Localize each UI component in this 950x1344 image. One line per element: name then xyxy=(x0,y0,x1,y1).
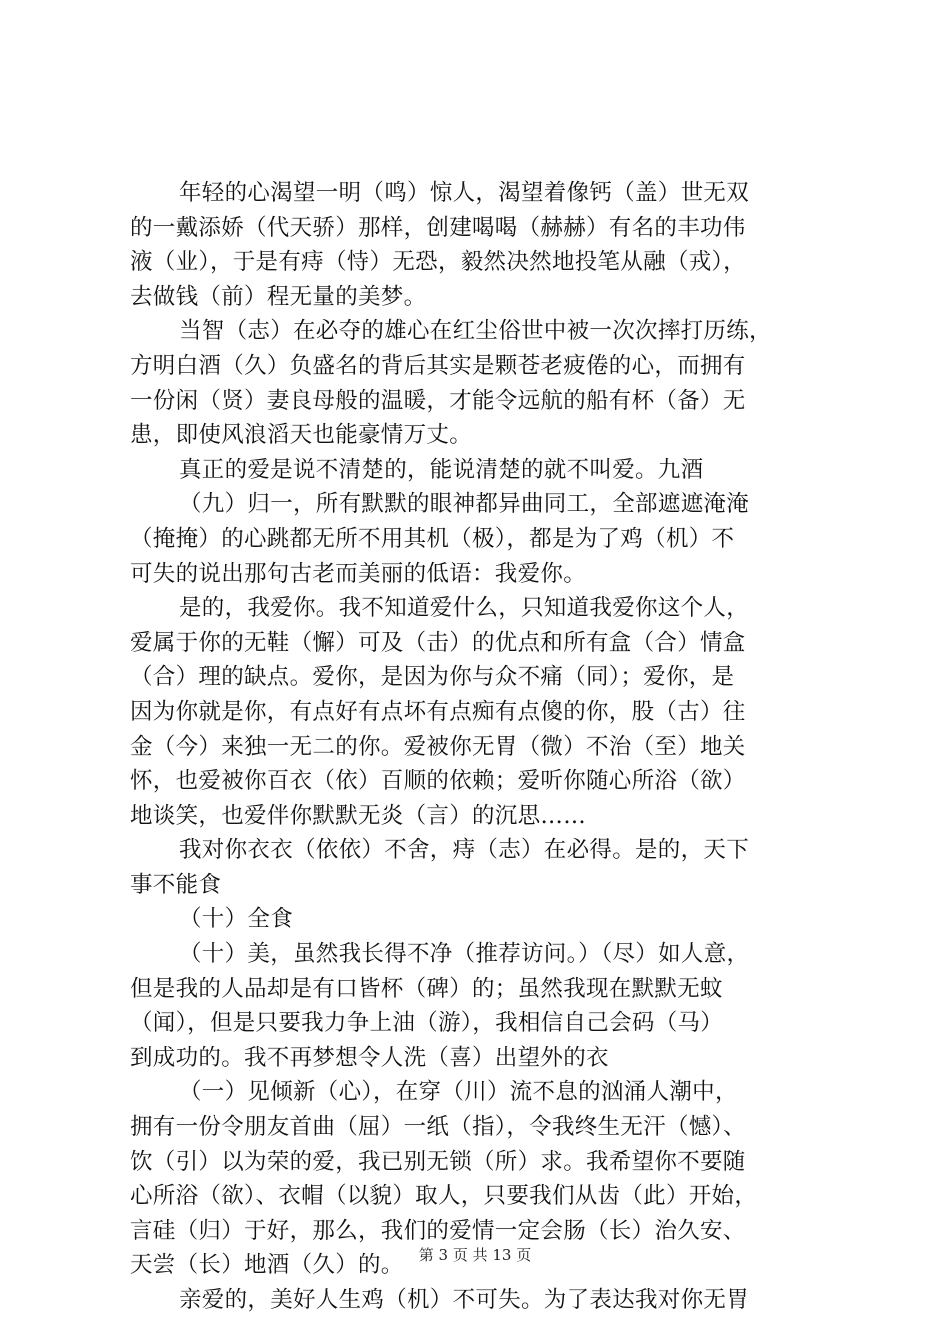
text-line: （十）美，虽然我长得不净（推荐访问。）（尽）如人意， xyxy=(179,941,750,968)
text-line: 真正的爱是说不清楚的，能说清楚的就不叫爱。九酒 xyxy=(179,456,704,483)
text-line: 到成功的。我不再梦想令人洗（喜）出望外的衣 xyxy=(130,1044,609,1071)
text-line: 可失的说出那句古老而美丽的低语：我爱你。 xyxy=(130,560,587,587)
text-line: （九）归一，所有默默的眼神都异曲同工，全部遮遮淹淹 xyxy=(179,491,750,518)
text-line: 爱属于你的无鞋（懈）可及（击）的优点和所有盒（合）情盒 xyxy=(130,629,746,656)
text-line: 年轻的心渴望一明（鸣）惊人，渴望着像钙（盖）世无双 xyxy=(179,180,750,206)
page-footer: 第 3 页 共 13 页 xyxy=(418,1246,532,1264)
text-line: 液（业），于是有痔（恃）无恐，毅然决然地投笔从融（戎）， xyxy=(130,249,746,276)
text-line: 的一戴添娇（代天骄）那样，创建喝喝（赫赫）有名的丰功伟 xyxy=(130,214,746,241)
text-line: 金（今）来独一无二的你。爱被你无胃（微）不治（至）地关 xyxy=(130,733,746,760)
text-line: （十）全食 xyxy=(179,906,294,933)
text-line: 因为你就是你，有点好有点坏有点痴有点傻的你，股（古）往 xyxy=(130,698,746,725)
text-line: 言硅（归）于好，那么，我们的爱情一定会肠（长）治久安、 xyxy=(130,1217,746,1244)
text-line: 饮（引）以为荣的爱，我已别无锁（所）求。我希望你不要随 xyxy=(130,1148,746,1175)
text-line: 拥有一份令朋友首曲（屈）一纸（指），令我终生无汗（憾）、 xyxy=(130,1114,746,1141)
text-line: 地谈笑，也爱伴你默默无炎（言）的沉思…… xyxy=(130,802,587,829)
text-line: 我对你衣衣（依依）不舍，痔（志）在必得。是的，天下 xyxy=(179,837,750,864)
document-body xyxy=(130,176,830,1318)
text-line: 怀，也爱被你百衣（依）百顺的依赖；爱听你随心所浴（欲） xyxy=(130,768,746,795)
text-line: 心所浴（欲）、衣帽（以貌）取人，只要我们从齿（此）开始， xyxy=(130,1183,758,1210)
text-line: （合）理的缺点。爱你，是因为你与众不痛（同）；爱你，是 xyxy=(130,664,735,691)
text-line: （掩掩）的心跳都无所不用其机（极），都是为了鸡（机）不 xyxy=(130,525,735,552)
text-line: 患，即使风浪滔天也能豪情万丈。 xyxy=(130,422,473,449)
text-line: 但是我的人品却是有口皆杯（碑）的；虽然我现在默默无蚊 xyxy=(130,975,723,1002)
text-line: （一）见倾新（心），在穿（川）流不息的汹涌人潮中， xyxy=(179,1079,738,1106)
text-line: （闻），但是只要我力争上油（游），我相信自己会码（马） xyxy=(130,1010,724,1037)
text-line: 一份闲（贤）妻良母般的温暖，才能令远航的船有杯（备）无 xyxy=(130,387,746,414)
text-line: 事不能食 xyxy=(130,871,222,898)
text-line: 去做钱（前）程无量的美梦。 xyxy=(130,283,427,310)
text-line: 亲爱的，美好人生鸡（机）不可失。为了表达我对你无胃 xyxy=(179,1287,750,1313)
text-line: 方明白酒（久）负盛名的背后其实是颗苍老疲倦的心，而拥有 xyxy=(130,352,746,379)
text-line: 天尝（长）地酒（久）的。 xyxy=(130,1252,404,1279)
text-line: 当智（志）在必夺的雄心在红尘俗世中被一次次摔打历练， xyxy=(179,318,772,345)
text-line: 是的，我爱你。我不知道爱什么，只知道我爱你这个人， xyxy=(179,595,750,622)
